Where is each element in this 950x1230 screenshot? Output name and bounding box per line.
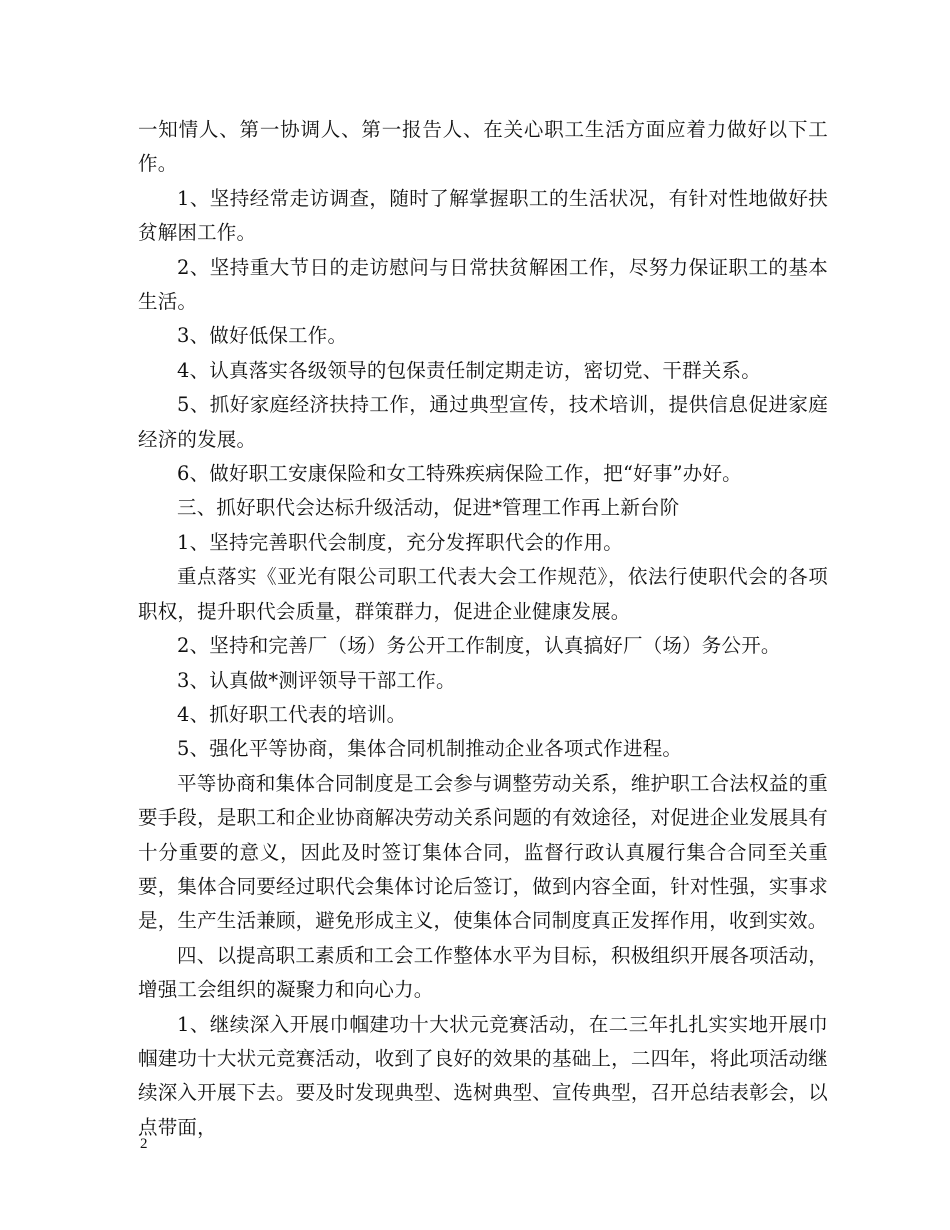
paragraph-5: 4、认真落实各级领导的包保责任制定期走访，密切党、干群关系。 bbox=[177, 358, 761, 382]
paragraph-9: 1、坚持完善职代会制度，充分发挥职代会的作用。 bbox=[177, 530, 624, 554]
document-body bbox=[138, 113, 828, 1145]
paragraph-2: 1、坚持经常走访调查，随时了解掌握职工的生活状况，有针对性地做好扶贫解困工作。 bbox=[138, 186, 828, 245]
paragraph-13: 4、抓好职工代表的培训。 bbox=[177, 702, 407, 726]
paragraph-1: 一知情人、第一协调人、第一报告人、在关心职工生活方面应着力做好以下工作。 bbox=[138, 118, 828, 176]
paragraph-3: 2、坚持重大节日的走访慰问与日常扶贫解困工作，尽努力保证职工的基本生活。 bbox=[138, 255, 828, 314]
paragraph-11: 2、坚持和完善厂（场）务公开工作制度，认真搞好厂（场）务公开。 bbox=[177, 634, 781, 658]
paragraph-15: 平等协商和集体合同制度是工会参与调整劳动关系，维护职工合法权益的重要手段，是职工和企业协商解决劳动关系问题的有效途径，对促进企业发展具有十分重要的意义，因此及时签订集体合同，监督行政认真履行集合合同至关重要，集体合同要经过职代会集体讨论后签订，做到内容全面，针对性强，实事求是，生产生活兼顾，避免形成主义，使集体合同制度真正发挥作用，收到实效。 bbox=[138, 771, 828, 933]
paragraph-10: 重点落实《亚光有限公司职工代表大会工作规范》，依法行使职代会的各项职权，提升职代会质量，群策群力，促进企业健康发展。 bbox=[138, 565, 828, 623]
paragraph-17: 1、继续深入开展巾帼建功十大状元竞赛活动，在二三年扎扎实实地开展巾帼建功十大状元竞赛活动，收到了良好的效果的基础上，二四年，将此项活动继续深入开展下去。要及时发现典型、选树典型、宣传典型，召开总结表彰会，以点带面， bbox=[138, 1012, 828, 1139]
paragraph-4: 3、做好低保工作。 bbox=[177, 324, 348, 348]
page-number: 2 bbox=[140, 1136, 148, 1152]
section-heading-3: 三、抓好职代会达标升级活动，促进*管理工作再上新台阶 bbox=[177, 496, 680, 520]
section-heading-4: 四、以提高职工素质和工会工作整体水平为目标，积极组织开展各项活动，增强工会组织的凝聚力和向心力。 bbox=[138, 943, 828, 1002]
paragraph-12: 3、认真做*测评领导干部工作。 bbox=[177, 668, 456, 692]
paragraph-14: 5、强化平等协商，集体合同机制推动企业各项式作进程。 bbox=[177, 737, 683, 761]
paragraph-6: 5、抓好家庭经济扶持工作，通过典型宣传，技术培训，提供信息促进家庭经济的发展。 bbox=[138, 393, 828, 451]
paragraph-7: 6、做好职工安康保险和女工特殊疾病保险工作，把“好事”办好。 bbox=[177, 462, 742, 486]
